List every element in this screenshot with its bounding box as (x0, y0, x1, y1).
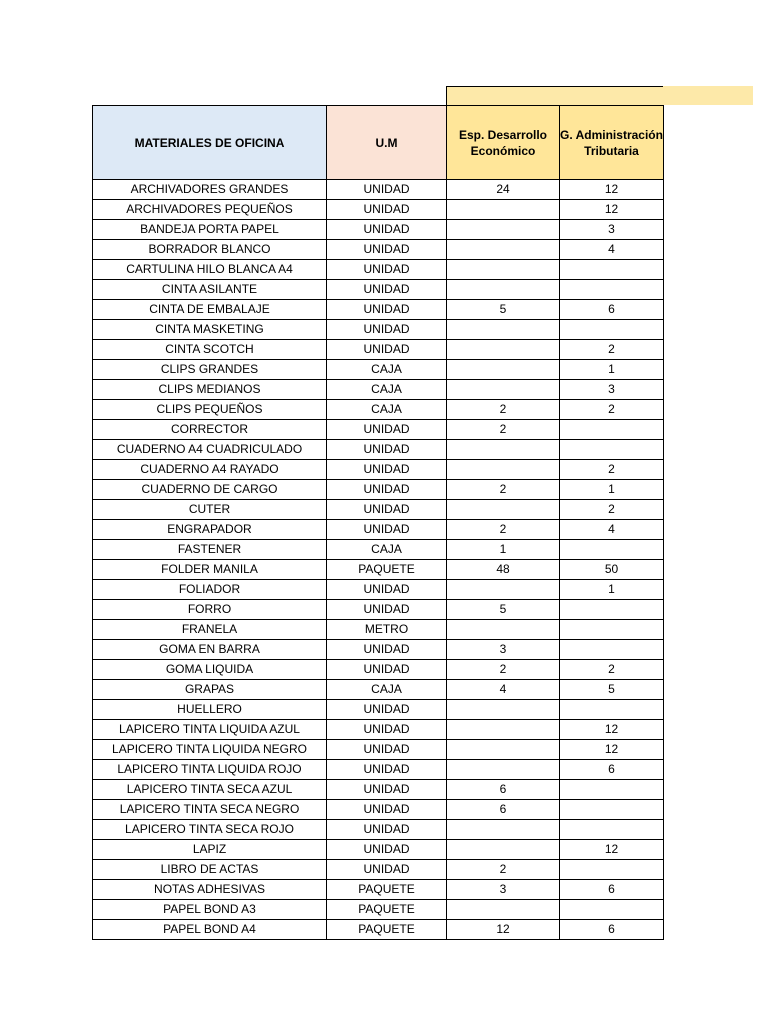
table-row (93, 440, 664, 460)
um-cell[interactable]: UNIDAD (327, 780, 447, 800)
um-cell[interactable]: UNIDAD (327, 600, 447, 620)
adm-qty-cell[interactable]: 4 (560, 520, 664, 540)
table-row (93, 480, 664, 500)
material-cell[interactable]: LAPICERO TINTA LIQUIDA NEGRO (93, 740, 327, 760)
um-cell[interactable]: UNIDAD (327, 240, 447, 260)
um-cell[interactable]: CAJA (327, 680, 447, 700)
material-cell[interactable]: ARCHIVADORES PEQUEÑOS (93, 200, 327, 220)
material-cell[interactable]: FASTENER (93, 540, 327, 560)
um-cell[interactable]: UNIDAD (327, 420, 447, 440)
esp-qty-cell[interactable]: 5 (447, 600, 560, 620)
material-cell[interactable]: GOMA LIQUIDA (93, 660, 327, 680)
esp-qty-cell[interactable] (447, 380, 560, 400)
header-administracion[interactable]: G. Administración Tributaria (560, 106, 664, 180)
table-row (93, 220, 664, 240)
table-row (93, 900, 664, 920)
adm-qty-cell[interactable] (560, 420, 664, 440)
esp-qty-cell[interactable]: 2 (447, 400, 560, 420)
table-header-row (93, 106, 664, 180)
material-cell[interactable]: HUELLERO (93, 700, 327, 720)
adm-qty-cell[interactable]: 12 (560, 740, 664, 760)
adm-qty-cell[interactable]: 3 (560, 380, 664, 400)
material-cell[interactable]: LAPICERO TINTA LIQUIDA ROJO (93, 760, 327, 780)
table-row (93, 520, 664, 540)
material-cell[interactable]: LAPICERO TINTA LIQUIDA AZUL (93, 720, 327, 740)
um-cell[interactable]: UNIDAD (327, 480, 447, 500)
material-cell[interactable]: CUTER (93, 500, 327, 520)
esp-qty-cell[interactable] (447, 900, 560, 920)
esp-qty-cell[interactable]: 6 (447, 780, 560, 800)
materials-table (92, 105, 664, 940)
esp-qty-cell[interactable]: 48 (447, 560, 560, 580)
esp-qty-cell[interactable] (447, 260, 560, 280)
header-band-border-left (446, 86, 447, 106)
table-row (93, 760, 664, 780)
esp-qty-cell[interactable]: 2 (447, 860, 560, 880)
material-cell[interactable]: CLIPS GRANDES (93, 360, 327, 380)
adm-qty-cell[interactable] (560, 820, 664, 840)
material-cell[interactable]: GRAPAS (93, 680, 327, 700)
adm-qty-cell[interactable] (560, 440, 664, 460)
table-row (93, 560, 664, 580)
esp-qty-cell[interactable]: 12 (447, 920, 560, 940)
esp-qty-cell[interactable] (447, 740, 560, 760)
adm-qty-cell[interactable] (560, 640, 664, 660)
um-cell[interactable]: PAQUETE (327, 880, 447, 900)
esp-qty-cell[interactable]: 3 (447, 640, 560, 660)
material-cell[interactable]: CINTA ASILANTE (93, 280, 327, 300)
material-cell[interactable]: CLIPS PEQUEÑOS (93, 400, 327, 420)
um-cell[interactable]: UNIDAD (327, 300, 447, 320)
adm-qty-cell[interactable] (560, 280, 664, 300)
table-row (93, 300, 664, 320)
material-cell[interactable]: CLIPS MEDIANOS (93, 380, 327, 400)
table-row (93, 260, 664, 280)
material-cell[interactable]: GOMA EN BARRA (93, 640, 327, 660)
adm-qty-cell[interactable]: 50 (560, 560, 664, 580)
table-row (93, 240, 664, 260)
adm-qty-cell[interactable]: 2 (560, 400, 664, 420)
adm-qty-cell[interactable] (560, 780, 664, 800)
adm-qty-cell[interactable]: 2 (560, 340, 664, 360)
esp-qty-cell[interactable]: 2 (447, 660, 560, 680)
table-row (93, 740, 664, 760)
table-row (93, 420, 664, 440)
um-cell[interactable]: CAJA (327, 360, 447, 380)
um-cell[interactable]: UNIDAD (327, 500, 447, 520)
um-cell[interactable]: PAQUETE (327, 560, 447, 580)
esp-qty-cell[interactable]: 6 (447, 800, 560, 820)
material-cell[interactable]: LAPIZ (93, 840, 327, 860)
table-row (93, 800, 664, 820)
um-cell[interactable]: CAJA (327, 540, 447, 560)
um-cell[interactable]: PAQUETE (327, 920, 447, 940)
esp-qty-cell[interactable] (447, 500, 560, 520)
table-row (93, 660, 664, 680)
table-row (93, 400, 664, 420)
adm-qty-cell[interactable]: 6 (560, 920, 664, 940)
esp-qty-cell[interactable] (447, 280, 560, 300)
um-cell[interactable]: UNIDAD (327, 200, 447, 220)
table-row (93, 720, 664, 740)
table-row (93, 920, 664, 940)
material-cell[interactable]: BANDEJA PORTA PAPEL (93, 220, 327, 240)
adm-qty-cell[interactable] (560, 860, 664, 880)
table-row (93, 680, 664, 700)
esp-qty-cell[interactable] (447, 440, 560, 460)
table-row (93, 700, 664, 720)
header-unidad-medida[interactable]: U.M (327, 106, 447, 180)
adm-qty-cell[interactable] (560, 800, 664, 820)
um-cell[interactable]: UNIDAD (327, 180, 447, 200)
esp-qty-cell[interactable] (447, 840, 560, 860)
table-row (93, 200, 664, 220)
material-cell[interactable]: LAPICERO TINTA SECA NEGRO (93, 800, 327, 820)
table-row (93, 860, 664, 880)
adm-qty-cell[interactable]: 12 (560, 840, 664, 860)
um-cell[interactable]: UNIDAD (327, 260, 447, 280)
table-row (93, 840, 664, 860)
table-row (93, 600, 664, 620)
material-cell[interactable]: CINTA SCOTCH (93, 340, 327, 360)
table-row (93, 180, 664, 200)
adm-qty-cell[interactable] (560, 900, 664, 920)
adm-qty-cell[interactable]: 2 (560, 460, 664, 480)
um-cell[interactable]: UNIDAD (327, 220, 447, 240)
material-cell[interactable]: NOTAS ADHESIVAS (93, 880, 327, 900)
material-cell[interactable]: FOLDER MANILA (93, 560, 327, 580)
table-row (93, 820, 664, 840)
esp-qty-cell[interactable] (447, 620, 560, 640)
adm-qty-cell[interactable]: 3 (560, 220, 664, 240)
adm-qty-cell[interactable]: 6 (560, 760, 664, 780)
table-row (93, 580, 664, 600)
um-cell[interactable]: UNIDAD (327, 340, 447, 360)
material-cell[interactable]: LIBRO DE ACTAS (93, 860, 327, 880)
header-esp-desarrollo[interactable]: Esp. Desarrollo Económico (447, 106, 560, 180)
table-row (93, 380, 664, 400)
esp-qty-cell[interactable] (447, 820, 560, 840)
table-row (93, 620, 664, 640)
esp-qty-cell[interactable]: 24 (447, 180, 560, 200)
um-cell[interactable]: CAJA (327, 400, 447, 420)
um-cell[interactable]: UNIDAD (327, 720, 447, 740)
esp-qty-cell[interactable]: 2 (447, 520, 560, 540)
material-cell[interactable]: FOLIADOR (93, 580, 327, 600)
esp-qty-cell[interactable]: 1 (447, 540, 560, 560)
esp-qty-cell[interactable]: 4 (447, 680, 560, 700)
material-cell[interactable]: CUADERNO DE CARGO (93, 480, 327, 500)
material-cell[interactable]: FORRO (93, 600, 327, 620)
um-cell[interactable]: METRO (327, 620, 447, 640)
adm-qty-cell[interactable]: 1 (560, 360, 664, 380)
material-cell[interactable]: FRANELA (93, 620, 327, 640)
table-row (93, 280, 664, 300)
material-cell[interactable]: ARCHIVADORES GRANDES (93, 180, 327, 200)
table-row (93, 360, 664, 380)
table-row (93, 640, 664, 660)
um-cell[interactable]: UNIDAD (327, 580, 447, 600)
material-cell[interactable]: CUADERNO A4 RAYADO (93, 460, 327, 480)
esp-qty-cell[interactable] (447, 320, 560, 340)
um-cell[interactable]: UNIDAD (327, 760, 447, 780)
adm-qty-cell[interactable] (560, 620, 664, 640)
material-cell[interactable]: CORRECTOR (93, 420, 327, 440)
adm-qty-cell[interactable] (560, 540, 664, 560)
table-row (93, 780, 664, 800)
material-cell[interactable]: LAPICERO TINTA SECA ROJO (93, 820, 327, 840)
header-band-border-top (446, 86, 663, 87)
table-row (93, 340, 664, 360)
adm-qty-cell[interactable]: 2 (560, 500, 664, 520)
adm-qty-cell[interactable] (560, 700, 664, 720)
um-cell[interactable]: UNIDAD (327, 280, 447, 300)
table-row (93, 880, 664, 900)
material-cell[interactable]: BORRADOR BLANCO (93, 240, 327, 260)
um-cell[interactable]: UNIDAD (327, 740, 447, 760)
um-cell[interactable]: UNIDAD (327, 440, 447, 460)
esp-qty-cell[interactable] (447, 700, 560, 720)
adm-qty-cell[interactable]: 1 (560, 480, 664, 500)
material-cell[interactable]: CINTA DE EMBALAJE (93, 300, 327, 320)
adm-qty-cell[interactable]: 6 (560, 880, 664, 900)
esp-qty-cell[interactable] (447, 760, 560, 780)
adm-qty-cell[interactable] (560, 600, 664, 620)
esp-qty-cell[interactable] (447, 720, 560, 740)
material-cell[interactable]: CINTA MASKETING (93, 320, 327, 340)
esp-qty-cell[interactable] (447, 220, 560, 240)
esp-qty-cell[interactable] (447, 580, 560, 600)
um-cell[interactable]: UNIDAD (327, 320, 447, 340)
table-body (93, 180, 664, 940)
adm-qty-cell[interactable]: 12 (560, 720, 664, 740)
um-cell[interactable]: UNIDAD (327, 860, 447, 880)
um-cell[interactable]: UNIDAD (327, 640, 447, 660)
material-cell[interactable]: CARTULINA HILO BLANCA A4 (93, 260, 327, 280)
adm-qty-cell[interactable]: 1 (560, 580, 664, 600)
adm-qty-cell[interactable]: 12 (560, 180, 664, 200)
um-cell[interactable]: PAQUETE (327, 900, 447, 920)
material-cell[interactable]: CUADERNO A4 CUADRICULADO (93, 440, 327, 460)
adm-qty-cell[interactable] (560, 320, 664, 340)
um-cell[interactable]: CAJA (327, 380, 447, 400)
adm-qty-cell[interactable]: 6 (560, 300, 664, 320)
esp-qty-cell[interactable]: 5 (447, 300, 560, 320)
material-cell[interactable]: PAPEL BOND A3 (93, 900, 327, 920)
header-materiales[interactable]: MATERIALES DE OFICINA (93, 106, 327, 180)
esp-qty-cell[interactable] (447, 460, 560, 480)
material-cell[interactable]: ENGRAPADOR (93, 520, 327, 540)
um-cell[interactable]: UNIDAD (327, 700, 447, 720)
esp-qty-cell[interactable] (447, 360, 560, 380)
material-cell[interactable]: LAPICERO TINTA SECA AZUL (93, 780, 327, 800)
adm-qty-cell[interactable] (560, 260, 664, 280)
um-cell[interactable]: UNIDAD (327, 800, 447, 820)
table-row (93, 460, 664, 480)
um-cell[interactable]: UNIDAD (327, 660, 447, 680)
header-band-highlight (446, 86, 753, 105)
um-cell[interactable]: UNIDAD (327, 460, 447, 480)
table-row (93, 500, 664, 520)
adm-qty-cell[interactable]: 12 (560, 200, 664, 220)
adm-qty-cell[interactable]: 5 (560, 680, 664, 700)
table-row (93, 540, 664, 560)
um-cell[interactable]: UNIDAD (327, 820, 447, 840)
um-cell[interactable]: UNIDAD (327, 520, 447, 540)
esp-qty-cell[interactable]: 2 (447, 480, 560, 500)
esp-qty-cell[interactable]: 3 (447, 880, 560, 900)
esp-qty-cell[interactable]: 2 (447, 420, 560, 440)
adm-qty-cell[interactable]: 2 (560, 660, 664, 680)
esp-qty-cell[interactable] (447, 200, 560, 220)
um-cell[interactable]: UNIDAD (327, 840, 447, 860)
esp-qty-cell[interactable] (447, 240, 560, 260)
esp-qty-cell[interactable] (447, 340, 560, 360)
material-cell[interactable]: PAPEL BOND A4 (93, 920, 327, 940)
adm-qty-cell[interactable]: 4 (560, 240, 664, 260)
table-row (93, 320, 664, 340)
